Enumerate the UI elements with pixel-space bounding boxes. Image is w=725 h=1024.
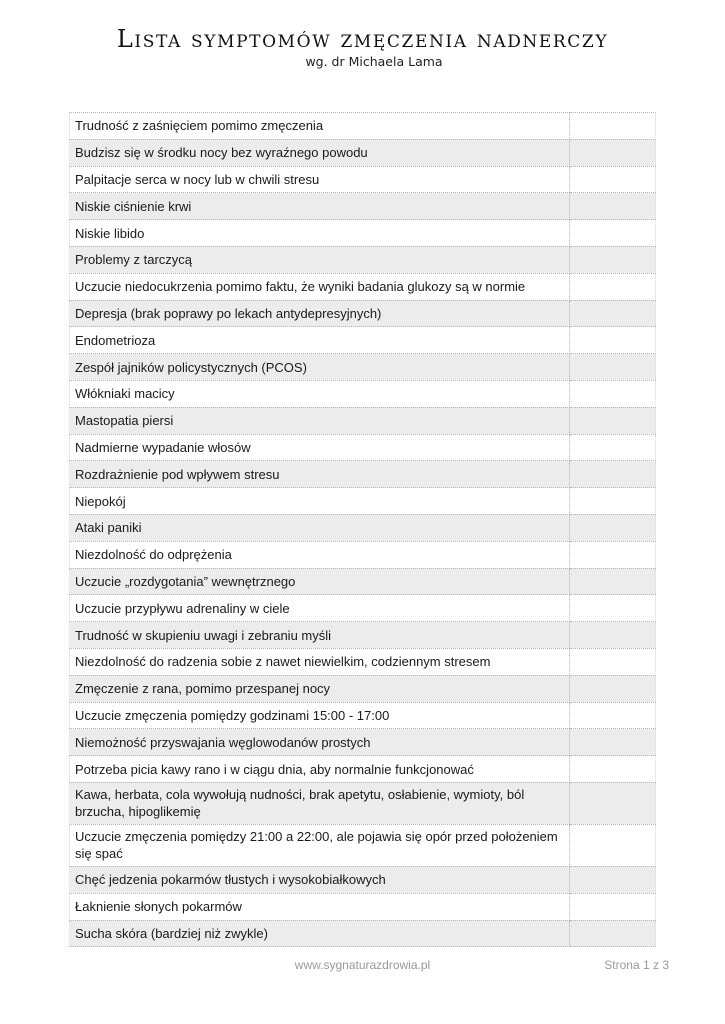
symptom-label: Zespół jajników policystycznych (PCOS) <box>70 354 570 381</box>
checkbox-cell[interactable] <box>570 648 656 675</box>
symptom-label: Palpitacje serca w nocy lub w chwili stresu <box>70 166 570 193</box>
symptom-label: Trudność w skupieniu uwagi i zebraniu myśli <box>70 622 570 649</box>
symptom-label: Niskie libido <box>70 220 570 247</box>
table-row <box>70 113 656 140</box>
checkbox-cell[interactable] <box>570 568 656 595</box>
table-row <box>70 139 656 166</box>
checkbox-cell[interactable] <box>570 407 656 434</box>
checkbox-cell[interactable] <box>570 729 656 756</box>
table-row <box>70 514 656 541</box>
checkbox-cell[interactable] <box>570 514 656 541</box>
symptom-label: Trudność z zaśnięciem pomimo zmęczenia <box>70 113 570 140</box>
checkbox-cell[interactable] <box>570 756 656 783</box>
symptom-label: Nadmierne wypadanie włosów <box>70 434 570 461</box>
symptom-label: Depresja (brak poprawy po lekach antydepresyjnych) <box>70 300 570 327</box>
checkbox-cell[interactable] <box>570 920 656 947</box>
checkbox-cell[interactable] <box>570 893 656 920</box>
checkbox-cell[interactable] <box>570 541 656 568</box>
table-row <box>70 866 656 893</box>
footer-url: www.sygnaturazdrowia.pl <box>294 958 431 972</box>
symptom-label: Niepokój <box>70 488 570 515</box>
symptom-label: Uczucie „rozdygotania” wewnętrznego <box>70 568 570 595</box>
symptom-label: Włókniaki macicy <box>70 380 570 407</box>
checkbox-cell[interactable] <box>570 866 656 893</box>
page-subtitle: wg. dr Michaela Lama <box>305 54 443 69</box>
page-title: Lista symptomów zmęczenia nadnerczy <box>116 25 609 53</box>
table-row <box>70 273 656 300</box>
checkbox-cell[interactable] <box>570 139 656 166</box>
symptom-label: Zmęczenie z rana, pomimo przespanej nocy <box>70 675 570 702</box>
symptom-label: Rozdrażnienie pod wpływem stresu <box>70 461 570 488</box>
symptom-label: Niemożność przyswajania węglowodanów prostych <box>70 729 570 756</box>
table-row <box>70 648 656 675</box>
table-row <box>70 488 656 515</box>
table-row <box>70 782 656 824</box>
checkbox-cell[interactable] <box>570 300 656 327</box>
symptom-label: Łaknienie słonych pokarmów <box>70 893 570 920</box>
table-row <box>70 220 656 247</box>
table-row <box>70 380 656 407</box>
symptom-label: Uczucie zmęczenia pomiędzy godzinami 15:00 - 17:00 <box>70 702 570 729</box>
checkbox-cell[interactable] <box>570 354 656 381</box>
symptom-table <box>69 112 656 947</box>
table-row <box>70 300 656 327</box>
symptom-label: Mastopatia piersi <box>70 407 570 434</box>
symptom-label: Potrzeba picia kawy rano i w ciągu dnia, aby normalnie funkcjonować <box>70 756 570 783</box>
table-row <box>70 354 656 381</box>
table-row <box>70 461 656 488</box>
symptom-label: Budzisz się w środku nocy bez wyraźnego powodu <box>70 139 570 166</box>
table-row <box>70 622 656 649</box>
table-row <box>70 193 656 220</box>
checkbox-cell[interactable] <box>570 434 656 461</box>
checkbox-cell[interactable] <box>570 595 656 622</box>
symptom-label: Problemy z tarczycą <box>70 246 570 273</box>
table-row <box>70 407 656 434</box>
symptom-label: Ataki paniki <box>70 514 570 541</box>
symptom-label: Uczucie niedocukrzenia pomimo faktu, że wyniki badania glukozy są w normie <box>70 273 570 300</box>
symptom-label: Endometrioza <box>70 327 570 354</box>
table-row <box>70 824 656 866</box>
checkbox-cell[interactable] <box>570 824 656 866</box>
symptom-label: Uczucie przypływu adrenaliny w ciele <box>70 595 570 622</box>
symptom-label: Niezdolność do radzenia sobie z nawet niewielkim, codziennym stresem <box>70 648 570 675</box>
checkbox-cell[interactable] <box>570 327 656 354</box>
checkbox-cell[interactable] <box>570 220 656 247</box>
table-row <box>70 729 656 756</box>
table-row <box>70 675 656 702</box>
table-row <box>70 756 656 783</box>
checkbox-cell[interactable] <box>570 273 656 300</box>
checkbox-cell[interactable] <box>570 193 656 220</box>
symptom-label: Niskie ciśnienie krwi <box>70 193 570 220</box>
table-row <box>70 893 656 920</box>
checkbox-cell[interactable] <box>570 782 656 824</box>
checkbox-cell[interactable] <box>570 702 656 729</box>
table-row <box>70 568 656 595</box>
symptom-label: Niezdolność do odprężenia <box>70 541 570 568</box>
table-row <box>70 702 656 729</box>
page-number: Strona 1 z 3 <box>604 958 669 972</box>
checkbox-cell[interactable] <box>570 380 656 407</box>
symptom-label: Uczucie zmęczenia pomiędzy 21:00 a 22:00, ale pojawia się opór przed położeniem się spać <box>70 824 570 866</box>
symptom-label: Chęć jedzenia pokarmów tłustych i wysokobiałkowych <box>70 866 570 893</box>
checkbox-cell[interactable] <box>570 488 656 515</box>
table-row <box>70 327 656 354</box>
checkbox-cell[interactable] <box>570 461 656 488</box>
table-row <box>70 166 656 193</box>
checkbox-cell[interactable] <box>570 246 656 273</box>
checkbox-cell[interactable] <box>570 166 656 193</box>
table-row <box>70 595 656 622</box>
table-row <box>70 246 656 273</box>
symptom-table-body <box>70 113 656 947</box>
symptom-label: Sucha skóra (bardziej niż zwykle) <box>70 920 570 947</box>
table-row <box>70 541 656 568</box>
checkbox-cell[interactable] <box>570 622 656 649</box>
checkbox-cell[interactable] <box>570 675 656 702</box>
table-row <box>70 434 656 461</box>
symptom-label: Kawa, herbata, cola wywołują nudności, brak apetytu, osłabienie, wymioty, ból brzucha, hipoglikemię <box>70 782 570 824</box>
checkbox-cell[interactable] <box>570 113 656 140</box>
table-row <box>70 920 656 947</box>
